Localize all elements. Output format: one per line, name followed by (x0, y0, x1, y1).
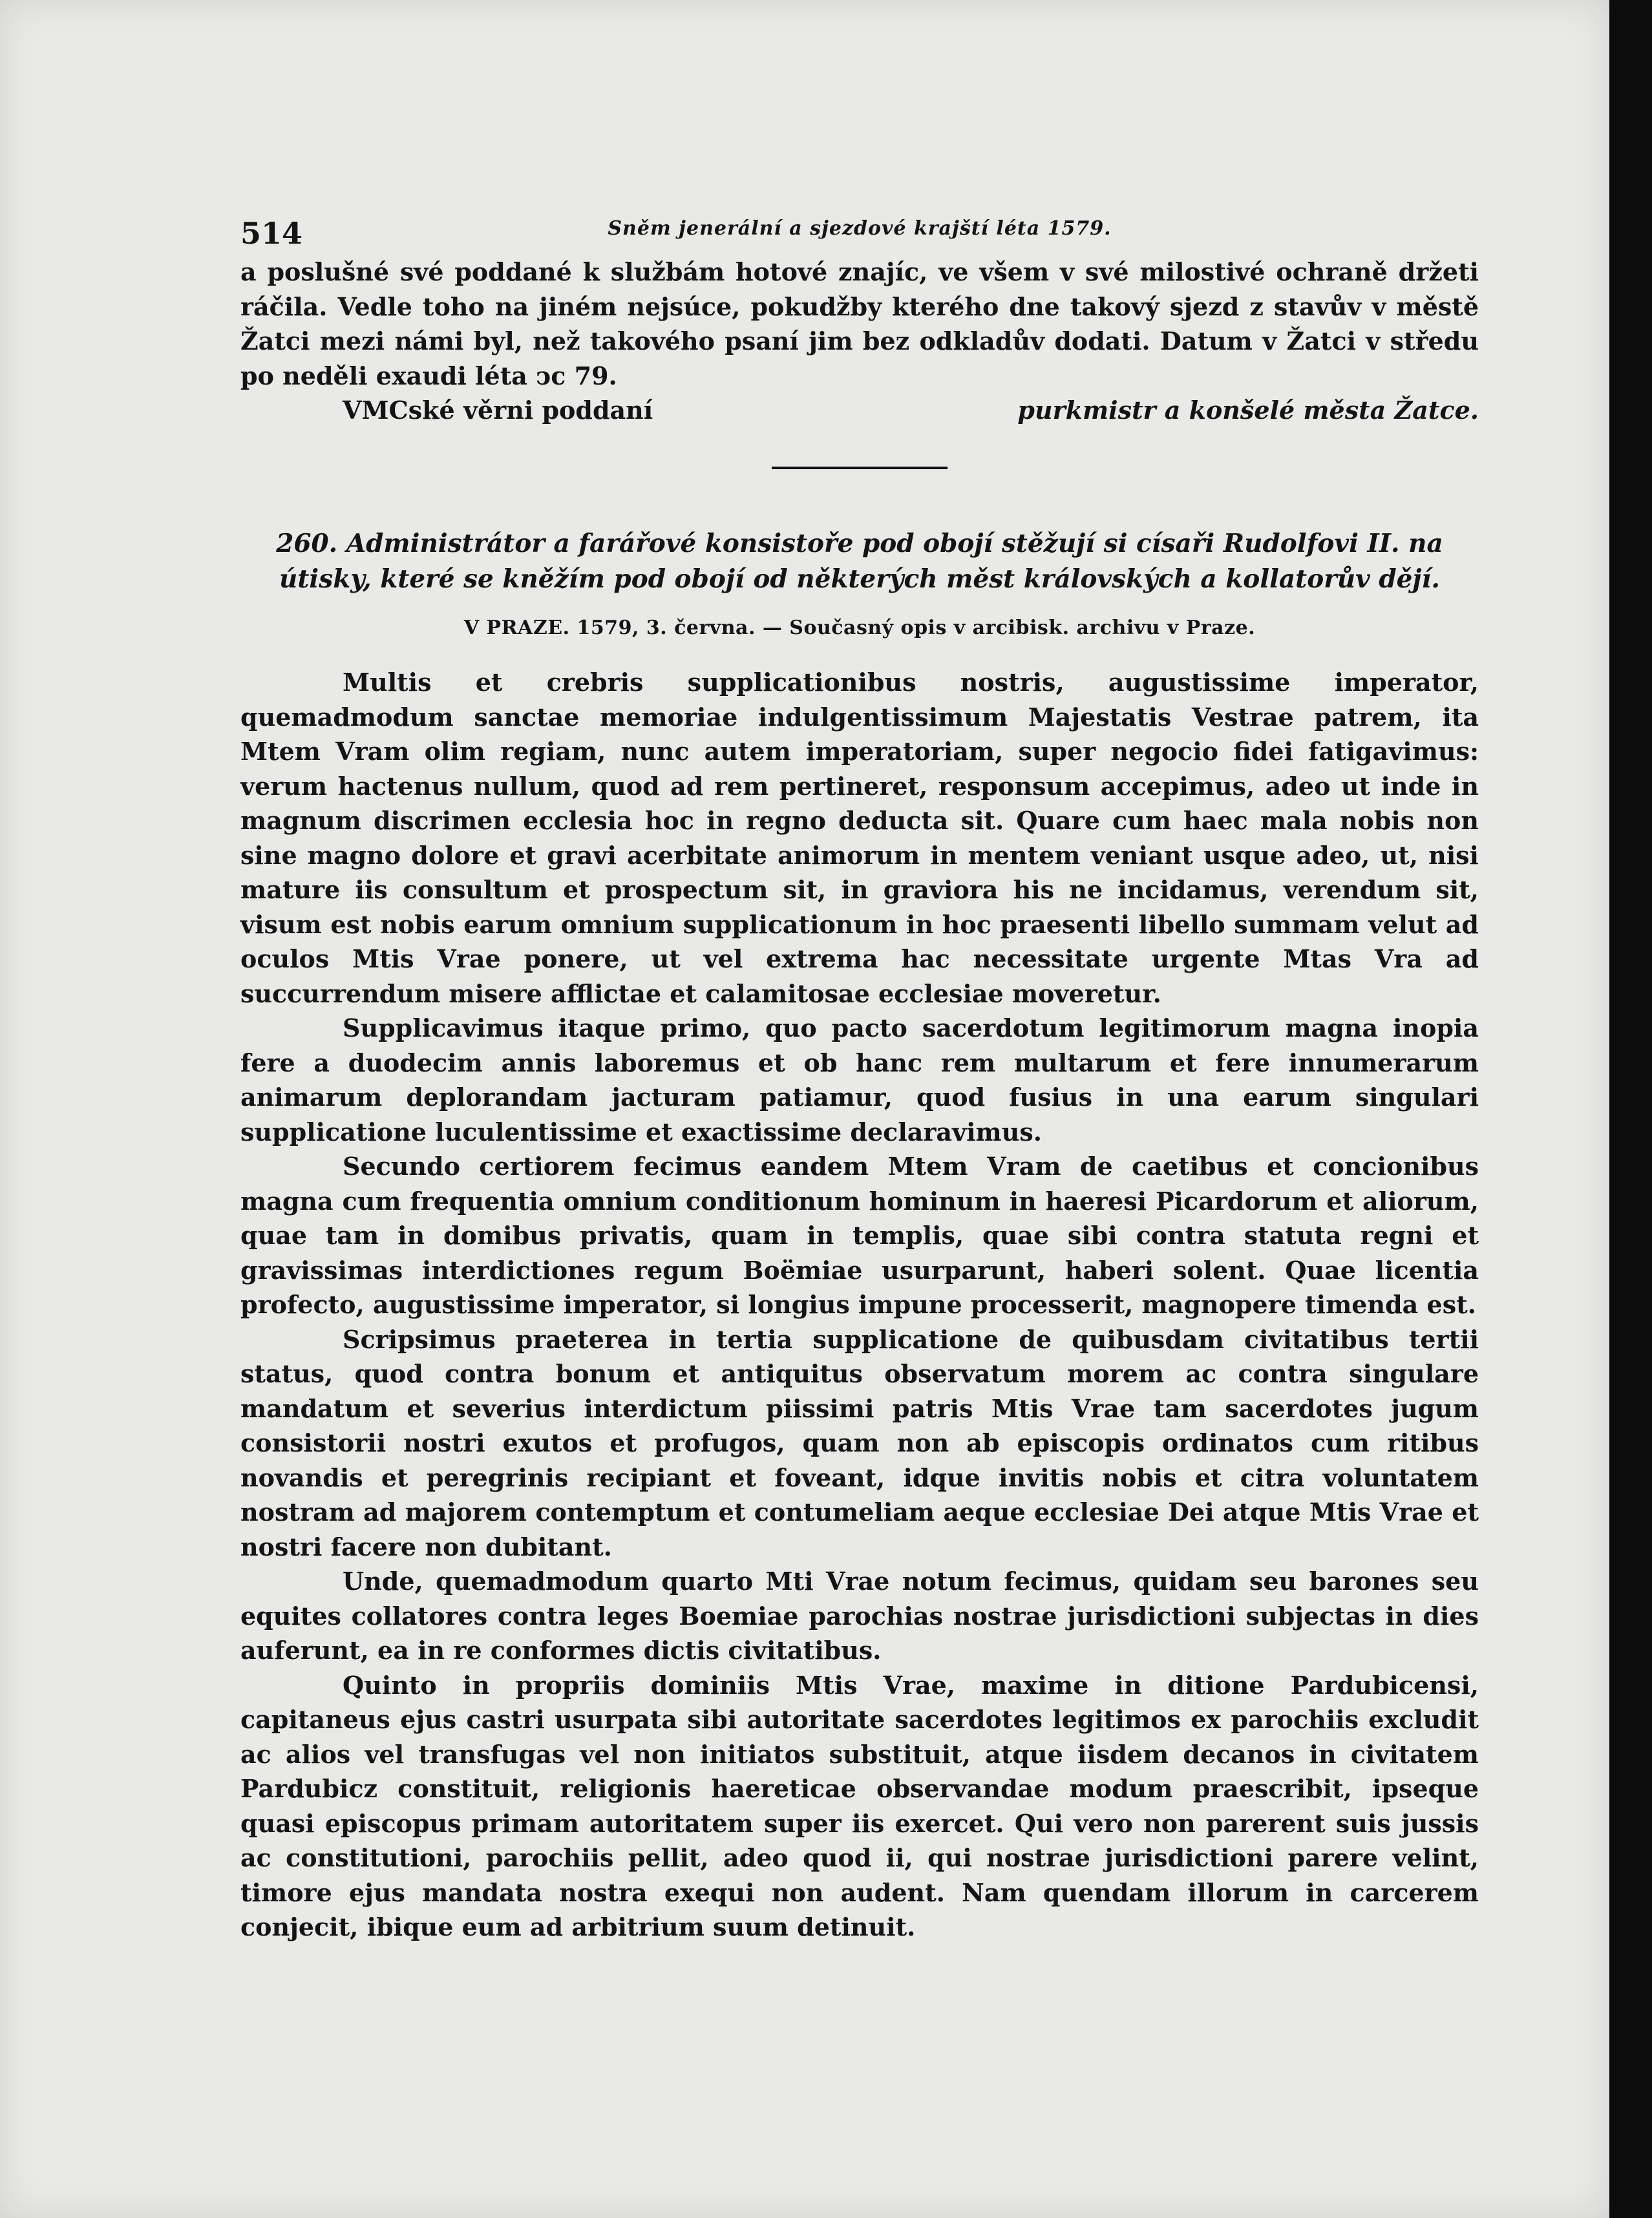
body-paragraph: Secundo certiorem fecimus eandem Mtem Vram de caetibus et concionibus magna cum frequentia omnium conditionum hominum in haeresi Picardorum et aliorum, quae tam in domibus privatis, quam in templis, quae sibi contra statuta regni et gravissimas interdictiones regum Boëmiae usurparunt, haberi solent. Quae licentia profecto, augustissime imperator, si longius impune processerit, magnopere timenda est. (240, 1152, 1479, 1319)
preceding-paragraph: a poslušné své poddané k službám hotové znajíc, ve všem v své milostivé ochraně držeti ráčila. Vedle toho na jiném nejsúce, pokudžby kterého dne takový sjezd z stavův v městě Žatci mezi námi byl, než takového psaní jim bez odkladův dodati. Datum v Žatci v středu po neděli exaudi léta ↄc 79. (240, 257, 1479, 390)
body-paragraph: Supplicavimus itaque primo, quo pacto sacerdotum legitimorum magna inopia fere a duodecim annis laboremus et ob hanc rem multarum et fere innumerarum animarum deplorandam jacturam patiamur, quod fusius in una earum singulari supplicatione luculentissime et exactissime declaravimus. (240, 1013, 1479, 1146)
page-content (240, 213, 1479, 1945)
body-paragraph: Scripsimus praeterea in tertia supplicatione de quibusdam civitatibus tertii status, quod contra bonum et antiquitus observatum morem ac contra singulare mandatum et severius interdictum piissimi patris Mtis Vrae tam sacerdotes jugum consistorii nostri exutos et profugos, quam non ab episcopis ordinatos cum ritibus novandis et peregrinis recipiant et foveant, idque invitis nobis et citra voluntatem nostram ad majorem contemptum et contumeliam aeque ecclesiae Dei atque Mtis Vrae et nostri facere non dubitant. (240, 1324, 1479, 1561)
section-divider (772, 467, 948, 469)
running-title: Sněm jenerální a sjezdové krajští léta 1579. (608, 217, 1112, 240)
document-dateline: V PRAZE. 1579, 3. června. — Současný opis v arcibisk. archivu v Praze. (463, 617, 1256, 639)
signature-right: purkmistr a konšelé města Žatce. (1017, 396, 1479, 425)
running-head (240, 213, 1479, 255)
preceding-text (240, 255, 1479, 393)
body-paragraph: Multis et crebris supplicationibus nostris, augustissime imperator, quemadmodum sanctae memoriae indulgentissimum Majestatis Vestrae patrem, ita Mtem Vram olim regiam, nunc autem imperatoriam, super negocio fidei fatigavimus: verum hactenus nullum, quod ad rem pertineret, responsum accepimus, adeo ut inde in magnum discrimen ecclesia hoc in regno deducta sit. Quare cum haec mala nobis non sine magno dolore et gravi acerbitate animorum in mentem veniant usque adeo, ut, nisi mature iis consultum et prospectum sit, in graviora his ne incidamus, verendum sit, visum est nobis earum omnium supplicationum in hoc praesenti libello summam velut ad oculos Mtis Vrae ponere, ut vel extrema hac necessitate urgente Mtas Vra ad succurrendum misere afflictae et calamitosae ecclesiae moveretur. (240, 668, 1479, 1008)
document-body (240, 665, 1479, 1945)
scan-border (1609, 0, 1652, 2218)
page-number: 514 (240, 216, 303, 251)
body-paragraph: Unde, quemadmodum quarto Mti Vrae notum fecimus, quidam seu barones seu equites collatores contra leges Boemiae parochias nostrae jurisdictioni subjectas in dies auferunt, ea in re conformes dictis civitatibus. (240, 1567, 1479, 1665)
document-heading: 260. Administrátor a farářové konsistoře pod obojí stěžují si císaři Rudolfovi II. na útisky, které se kněžím pod obojí od některých měst královských a kollatorův dějí. (276, 529, 1443, 594)
signature-left: VMCské věrni poddaní (343, 396, 653, 425)
body-paragraph: Quinto in propriis dominiis Mtis Vrae, maxime in ditione Pardubicensi, capitaneus ejus castri usurpata sibi autoritate sacerdotes legitimos ex parochiis excludit ac alios vel transfugas vel non initiatos substituit, atque iisdem decanos in civitatem Pardubicz constituit, religionis haereticae observandae modum praescribit, ipseque quasi episcopus primam autoritatem super iis exercet. Qui vero non parerent suis jussis ac constitutioni, parochiis pellit, adeo quod ii, qui nostrae jurisdictioni parere velint, timore ejus mandata nostra exequi non audent. Nam quendam illorum in carcerem conjecit, ibique eum ad arbitrium suum detinuit. (240, 1670, 1479, 1941)
signature-row (240, 396, 1479, 433)
